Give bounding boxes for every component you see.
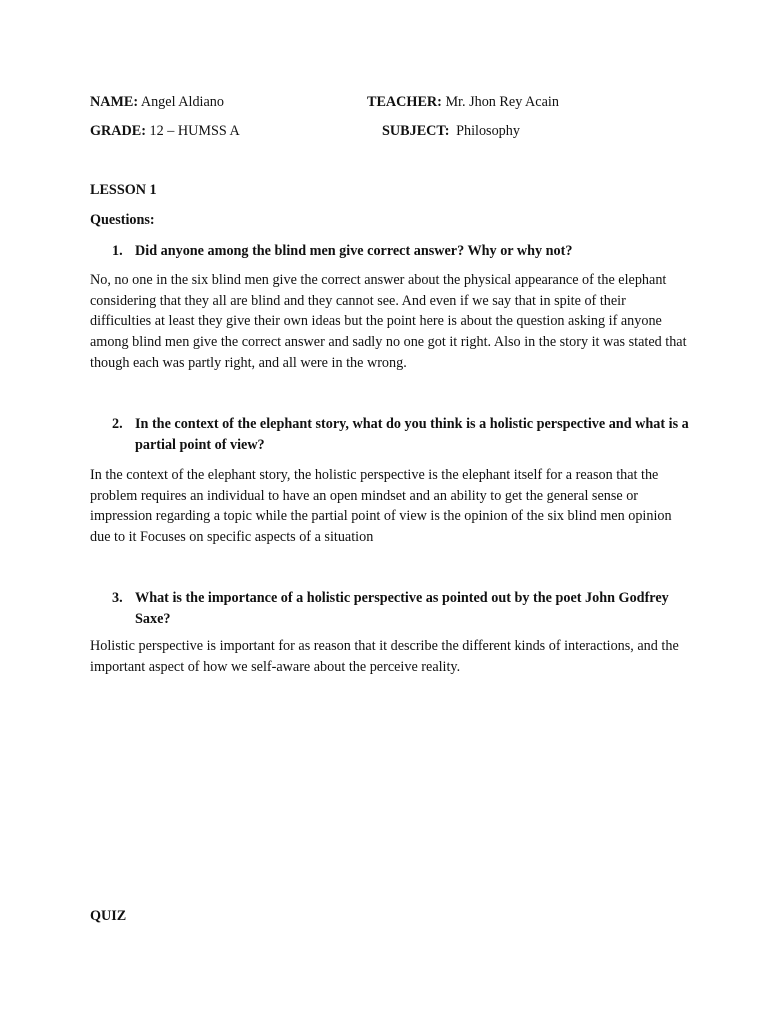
- name-label: NAME:: [90, 94, 139, 110]
- question-text: Did anyone among the blind men give correct answer? Why or why not?: [135, 243, 573, 259]
- quiz-heading: QUIZ: [90, 908, 127, 924]
- question-2: [112, 414, 692, 455]
- answer-1: No, no one in the six blind men give the correct answer about the physical appearance of the elephant considering that they all are blind and they cannot see. And even if we say that in spite of their difficulties at least they give their own ideas but the point here is about the question asking if anyone among blind men give the correct answer and sadly no one got it right. Also in the story it was stated that though each was partly right, and all were in the wrong.: [90, 272, 687, 371]
- teacher-field: [367, 94, 559, 111]
- questions-heading: Questions:: [90, 212, 155, 228]
- teacher-label: TEACHER:: [367, 94, 442, 110]
- question-number: 2.: [112, 416, 123, 432]
- name-field: [90, 94, 224, 111]
- question-number: 3.: [112, 590, 123, 606]
- answer-2: In the context of the elephant story, the holistic perspective is the elephant itself for a reason that the problem requires an individual to have an open mindset and an ability to get the general sense or impression regarding a topic while the partial point of view is the opinion of the six blind men opinion due to it Focuses on specific aspects of a situation: [90, 467, 672, 546]
- grade-label: GRADE:: [90, 123, 146, 139]
- question-number: 1.: [112, 243, 123, 259]
- question-text: In the context of the elephant story, what do you think is a holistic perspective and what is a partial point of view?: [135, 416, 689, 453]
- question-text: What is the importance of a holistic perspective as pointed out by the poet John Godfrey Saxe?: [135, 590, 669, 627]
- lesson-title: LESSON 1: [90, 182, 157, 198]
- grade-field: [90, 123, 240, 140]
- question-1: [112, 241, 692, 262]
- subject-value: Philosophy: [456, 123, 520, 139]
- question-3: [112, 588, 692, 629]
- teacher-value: Mr. Jhon Rey Acain: [445, 94, 559, 110]
- name-value: Angel Aldiano: [140, 94, 224, 110]
- grade-value: 12 – HUMSS A: [149, 123, 240, 139]
- subject-field: [382, 123, 520, 140]
- subject-label: SUBJECT:: [382, 123, 450, 139]
- answer-3: Holistic perspective is important for as reason that it describe the different kinds of interactions, and the important aspect of how we self-aware about the perceive reality.: [90, 638, 679, 675]
